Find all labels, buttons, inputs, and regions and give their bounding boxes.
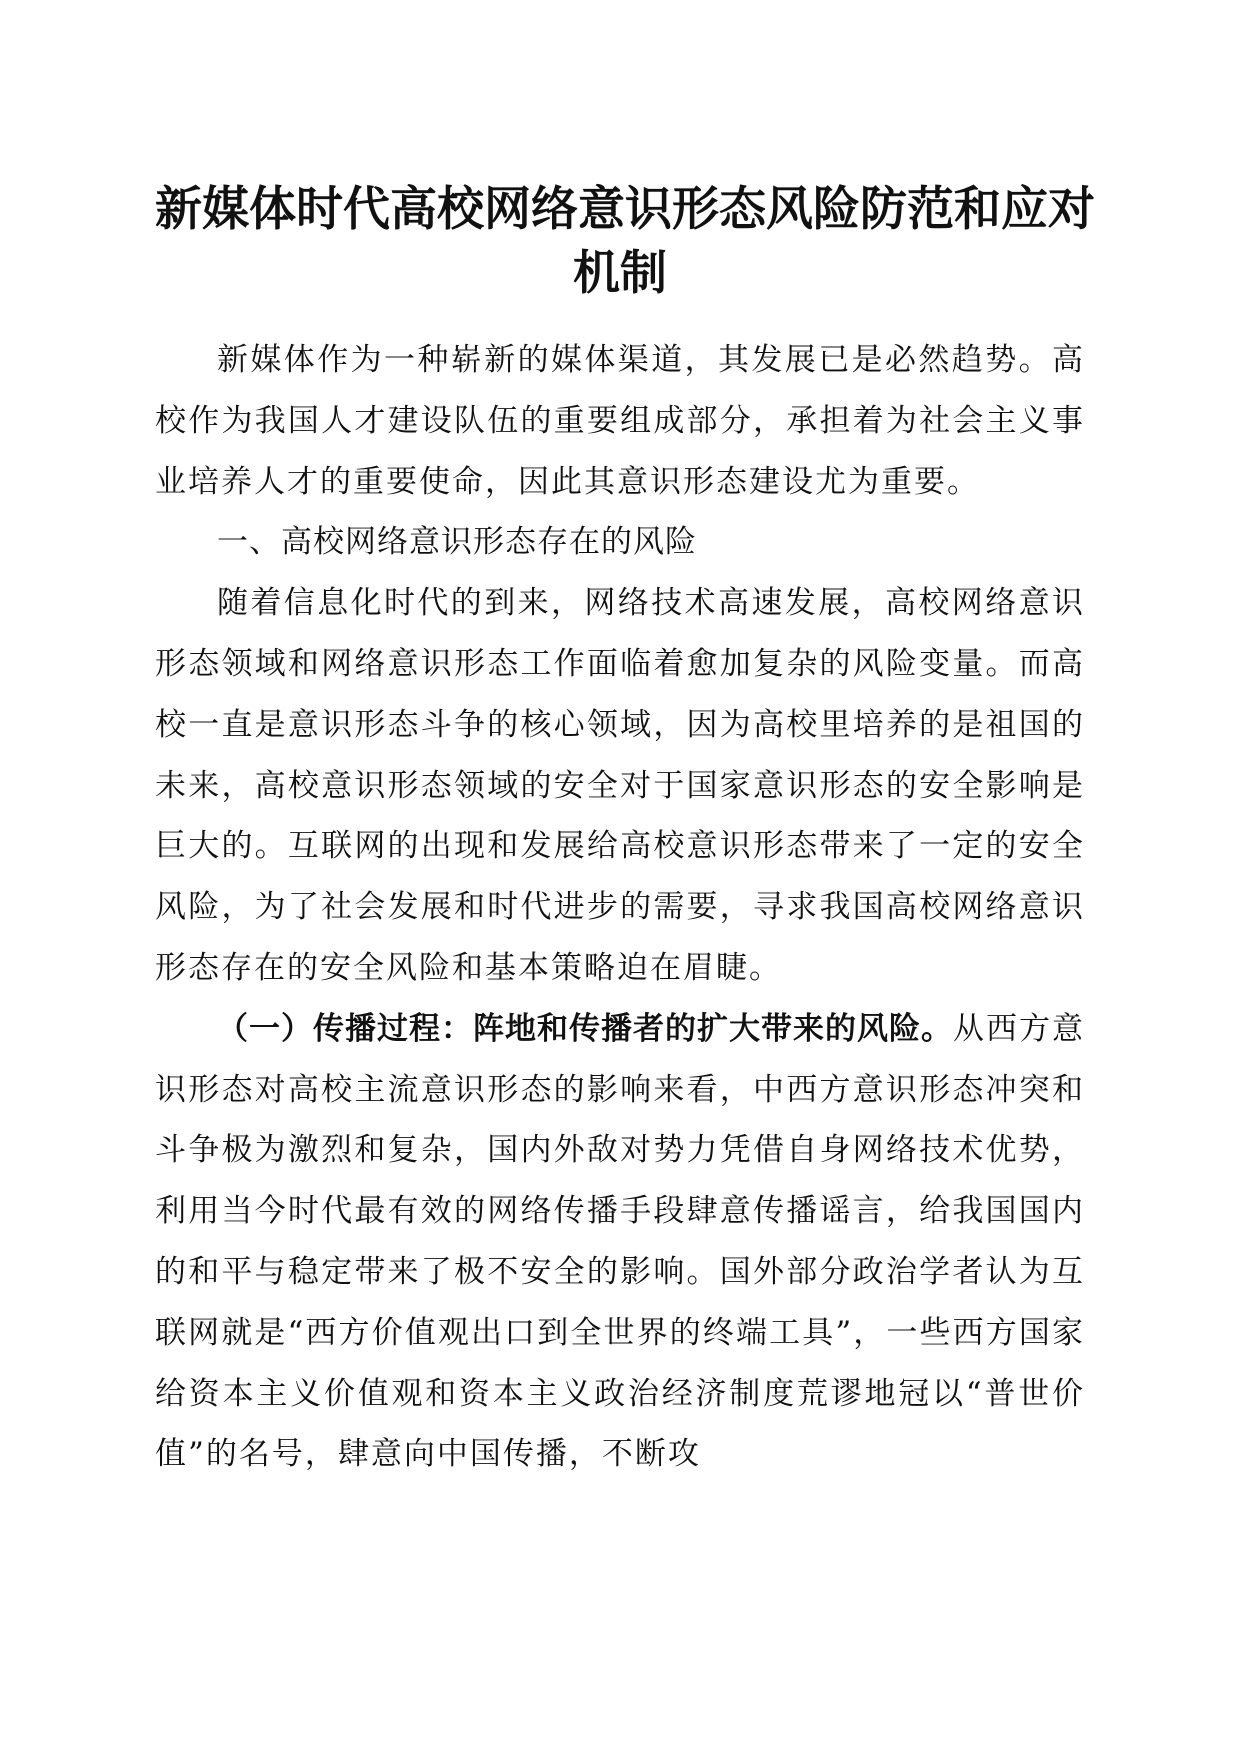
document-body [155,330,1085,1485]
document-content [155,178,1095,1485]
title-line-1: 新媒体时代高校网络意识形态风险防范和应对 [155,182,1095,237]
subsection-heading-1: （一）传播过程：阵地和传播者的扩大带来的风险。 [217,1010,953,1047]
subsection-1-text: 从西方意识形态对高校主流意识形态的影响来看，中西方意识形态冲突和斗争极为激烈和复杂，国内外敌对势力凭借自身网络技术优势，利用当今时代最有效的网络传播手段肆意传播谣言，给我国国内的和平与稳定带来了极不安全的影响。国外部分政治学者认为互联网就是“西方价值观出口到全世界的终端工具”，一些西方国家给资本主义价值观和资本主义政治经济制度荒谬地冠以“普世价值”的名号，肆意向中国传播，不断攻 [155,1010,1085,1473]
subsection-1-paragraph [155,999,1085,1485]
section-1-paragraph: 随着信息化时代的到来，网络技术高速发展，高校网络意识形态领域和网络意识形态工作面临着愈加复杂的风险变量。而高校一直是意识形态斗争的核心领域，因为高校里培养的是祖国的未来，高校意识形态领域的安全对于国家意识形态的安全影响是巨大的。互联网的出现和发展给高校意识形态带来了一定的安全风险，为了社会发展和时代进步的需要，寻求我国高校网络意识形态存在的安全风险和基本策略迫在眉睫。 [155,585,1085,986]
title-line-2: 机制 [573,246,667,301]
intro-paragraph: 新媒体作为一种崭新的媒体渠道，其发展已是必然趋势。高校作为我国人才建设队伍的重要组成部分，承担着为社会主义事业培养人才的重要使命，因此其意识形态建设尤为重要。 [155,342,1085,500]
document-title [155,178,1095,306]
section-heading-1: 一、高校网络意识形态存在的风险 [217,524,697,561]
